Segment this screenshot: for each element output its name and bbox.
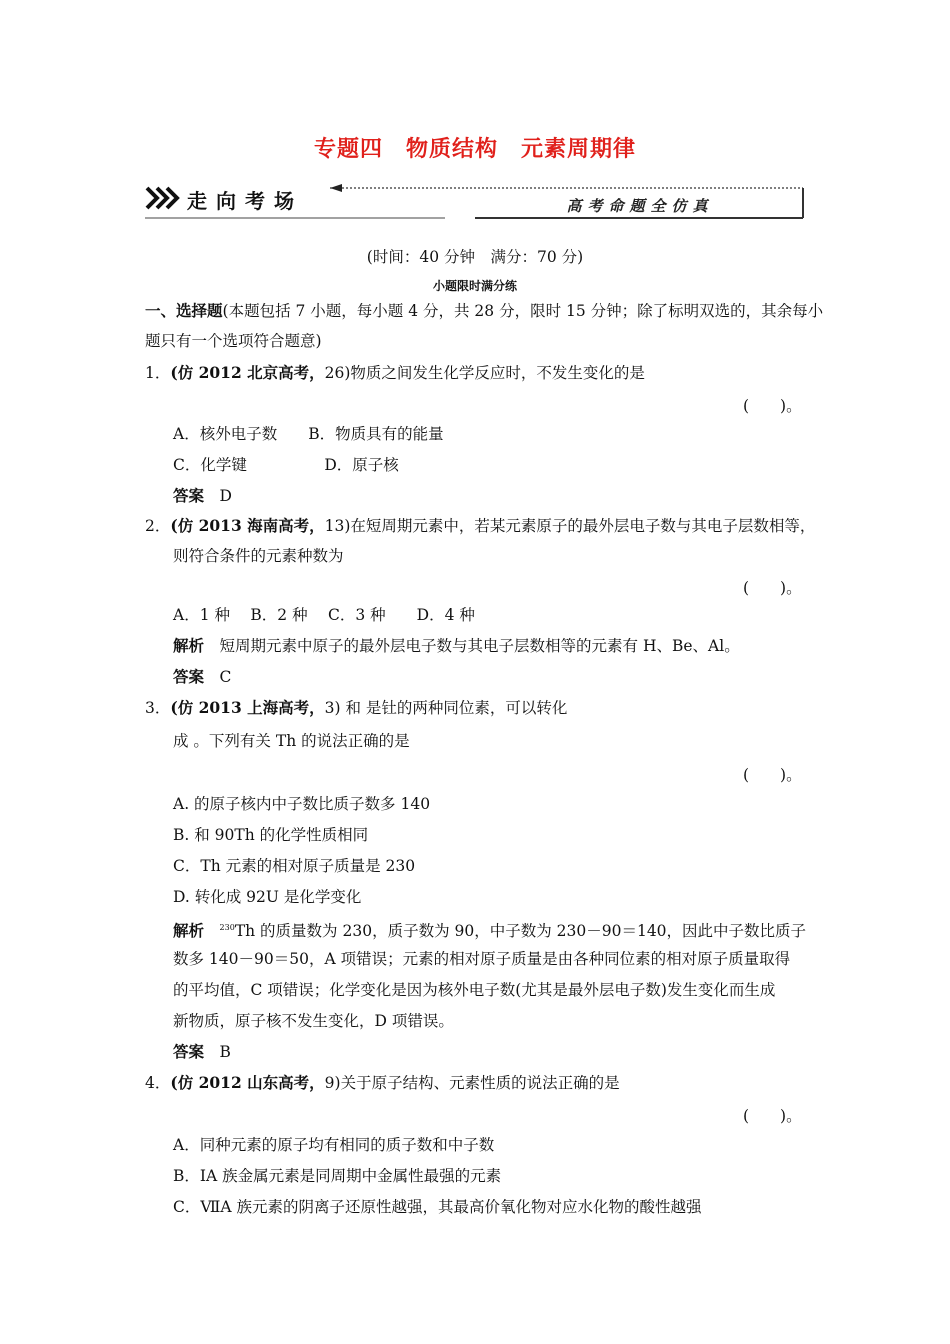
section-banner bbox=[145, 180, 810, 222]
option-row: A．1 种 B．2 种 C．3 种 D．4 种 bbox=[173, 606, 475, 624]
mass-number-superscript: 230 bbox=[219, 923, 235, 932]
answer-line bbox=[173, 485, 232, 507]
option-c: C．ⅦA 族元素的阴离子还原性越强，其最高价氧化物对应水化物的酸性越强 bbox=[173, 1198, 702, 1216]
answer-label: 答案 bbox=[173, 1042, 205, 1061]
option-a: A．同种元素的原子均有相同的质子数和中子数 bbox=[173, 1136, 495, 1154]
analysis-text: 数多 140－90＝50，A 项错误；元素的相对原子质量是由各种同位素的相对原子质量取得 bbox=[173, 950, 791, 968]
page-title: 专题四 物质结构 元素周期律 bbox=[313, 137, 636, 162]
answer-line bbox=[173, 666, 231, 688]
question-number: 1． bbox=[145, 364, 171, 382]
answer-value: B bbox=[219, 1043, 231, 1061]
option-row: C．化学键 D．原子核 bbox=[173, 456, 399, 474]
question-2 bbox=[145, 515, 815, 537]
answer-value: C bbox=[219, 668, 232, 686]
answer-blank: ( )。 bbox=[743, 1107, 802, 1125]
answer-label: 答案 bbox=[173, 486, 205, 505]
option-b: B. 和 90Th 的化学性质相同 bbox=[173, 826, 369, 844]
banner-right-label: 高考命题全仿真 bbox=[566, 197, 714, 215]
answer-line bbox=[173, 1041, 231, 1063]
analysis-line bbox=[173, 635, 740, 657]
question-number: 2． bbox=[145, 517, 171, 535]
question-number: 3． bbox=[145, 699, 171, 717]
question-source: (仿 2013 上海高考， bbox=[170, 698, 325, 717]
answer-blank: ( )。 bbox=[743, 397, 802, 415]
question-source: (仿 2012 北京高考， bbox=[170, 363, 325, 382]
answer-blank: ( )。 bbox=[743, 579, 802, 597]
question-3 bbox=[145, 697, 567, 719]
option-d: D. 转化成 92U 是化学变化 bbox=[173, 888, 362, 906]
option-row: A．核外电子数 B．物质具有的能量 bbox=[173, 425, 444, 443]
analysis-text: 的平均值，C 项错误；化学变化是因为核外电子数(尤其是最外层电子数)发生变化而生成 bbox=[173, 981, 776, 999]
option-c: C．Th 元素的相对原子质量是 230 bbox=[173, 857, 416, 875]
option-b: B．ⅠA 族金属元素是同周期中金属性最强的元素 bbox=[173, 1167, 502, 1185]
analysis-text: 新物质，原子核不发生变化，D 项错误。 bbox=[173, 1012, 454, 1030]
question-text: 3) 和 是钍的两种同位素，可以转化 bbox=[324, 699, 568, 717]
question-source: (仿 2013 海南高考， bbox=[170, 516, 325, 535]
question-text-cont: 成 。下列有关 Th 的说法正确的是 bbox=[173, 732, 410, 750]
answer-value: D bbox=[219, 487, 232, 505]
question-4 bbox=[145, 1072, 620, 1094]
banner-left-label: 走向考场 bbox=[187, 189, 303, 213]
double-chevron-icon bbox=[145, 186, 181, 210]
section-head: 一、选择题 bbox=[145, 301, 223, 320]
question-source: (仿 2012 山东高考， bbox=[170, 1073, 325, 1092]
section-desc-1: (本题包括 7 小题，每小题 4 分，共 28 分，限时 15 分钟；除了标明双选的，其余每小 bbox=[222, 302, 824, 320]
section-desc-2: 题只有一个选项符合题意) bbox=[145, 332, 322, 350]
question-text: 13)在短周期元素中，若某元素原子的最外层电子数与其电子层数相等， bbox=[324, 517, 816, 535]
question-text: 26)物质之间发生化学反应时，不发生变化的是 bbox=[324, 364, 645, 382]
analysis-label: 解析 bbox=[173, 636, 205, 655]
analysis-label: 解析 bbox=[173, 921, 205, 941]
question-text: 9)关于原子结构、元素性质的说法正确的是 bbox=[324, 1074, 620, 1092]
section-description bbox=[145, 300, 823, 322]
analysis-text: 短周期元素中原子的最外层电子数与其电子层数相等的元素有 H、Be、Al。 bbox=[219, 637, 740, 655]
question-1 bbox=[145, 362, 645, 384]
analysis-line bbox=[173, 917, 806, 942]
option-a: A. 的原子核内中子数比质子数多 140 bbox=[173, 795, 431, 813]
answer-label: 答案 bbox=[173, 667, 205, 686]
exam-meta: (时间：40 分钟 满分：70 分) bbox=[366, 248, 584, 266]
sub-heading: 小题限时满分练 bbox=[432, 279, 517, 293]
analysis-text: Th 的质量数为 230，质子数为 90，中子数为 230－90＝140，因此中子数比质子 bbox=[234, 922, 807, 941]
answer-blank: ( )。 bbox=[743, 766, 802, 784]
question-text-cont: 则符合条件的元素种数为 bbox=[173, 547, 344, 565]
question-number: 4． bbox=[145, 1074, 171, 1092]
